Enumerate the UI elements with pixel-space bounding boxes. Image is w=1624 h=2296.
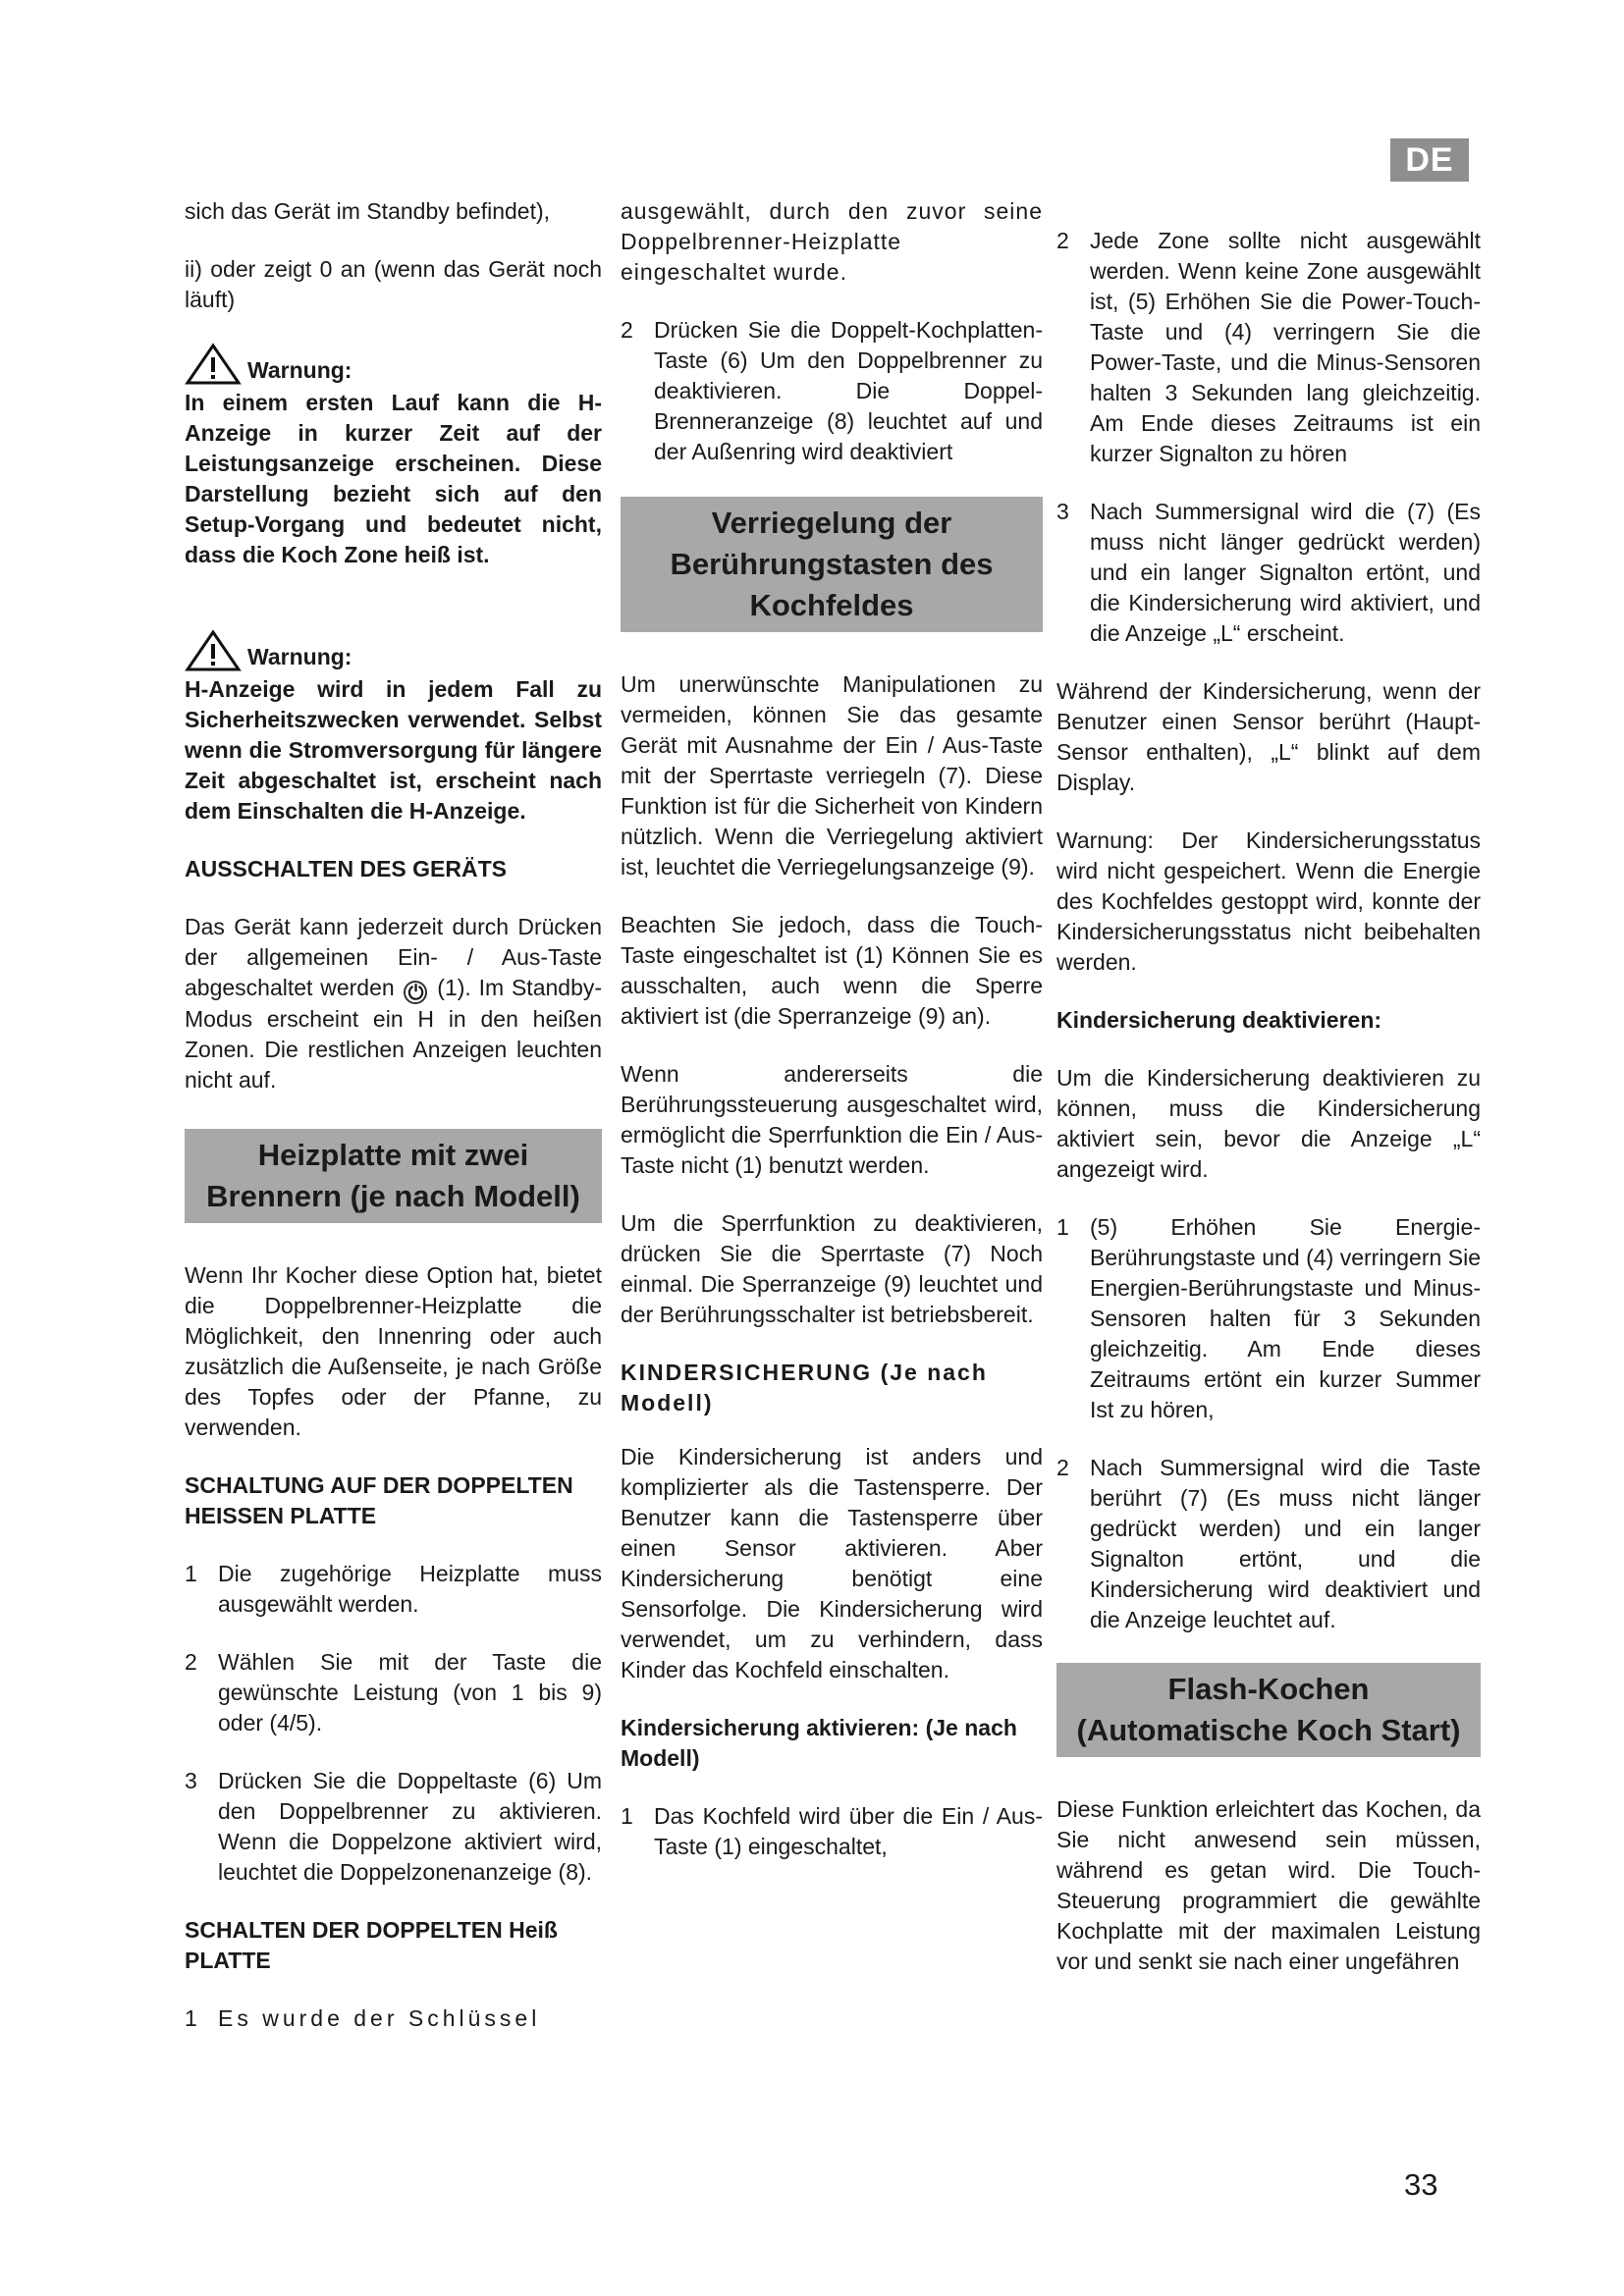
column-1	[185, 196, 602, 2061]
step-number: 1	[185, 1561, 197, 1586]
list-item	[1056, 1453, 1481, 1635]
heading-dual-on: SCHALTUNG AUF DER DOPPELTEN HEISSEN PLATTE	[185, 1472, 573, 1528]
paragraph: Um unerwünschte Manipulationen zu vermeiden, können Sie das gesamte Gerät mit Ausnahme der Ein / Aus-Taste mit der Sperrtaste verriegeln (7). Diese Funktion ist für die Sicherheit von Kindern nützlich. Wenn die Verriegelung aktiviert ist, leuchtet die Verriegelungsanzeige (9).	[621, 671, 1043, 880]
paragraph: Beachten Sie jedoch, dass die Touch-Taste eingeschaltet ist (1) Können Sie es ausschalten, auch wenn die Sperre aktiviert ist (die Sperranzeige (9) an).	[621, 912, 1043, 1029]
heading-dual-off: SCHALTEN DER DOPPELTEN Heiß PLATTE	[185, 1917, 558, 1973]
page-number: 33	[1404, 2167, 1438, 2202]
step-number: 2	[1056, 228, 1069, 253]
power-icon: ⏻	[404, 981, 427, 1004]
heading-child-lock-on: Kindersicherung aktivieren: (Je nach Modell)	[621, 1715, 1017, 1771]
step-number: 3	[185, 1768, 197, 1793]
step-text: Es wurde der Schlüssel	[218, 2005, 541, 2031]
heading-switch-off-device: AUSSCHALTEN DES GERÄTS	[185, 856, 507, 881]
paragraph: Die Kindersicherung ist anders und komplizierter als die Tastensperre. Der Benutzer kann die Tastensperre über einen Sensor aktivieren. Aber Kindersicherung benötigt eine Sensorfolge. Die Kindersicherung wird verwendet, um zu verhindern, dass Kinder das Kochfeld einschalten.	[621, 1444, 1043, 1682]
warning-label: Warnung:	[247, 357, 352, 383]
paragraph: Diese Funktion erleichtert das Kochen, da Sie nicht anwesend sein müssen, während es getan wird. Die Touch-Steuerung programmiert die gewählte Kochplatte mit der maximalen Leistung vor und senkt sie nach einer ungefähren	[1056, 1796, 1481, 1974]
step-number: 1	[1056, 1214, 1069, 1240]
heading-child-lock: KINDERSICHERUNG (Je nach Modell)	[621, 1360, 988, 1415]
warning-label: Warnung:	[247, 644, 352, 669]
paragraph: Während der Kindersicherung, wenn der Benutzer einen Sensor berührt (Haupt-Sensor enthalten), „L“ blinkt auf dem Display.	[1056, 678, 1481, 795]
list-item	[185, 2003, 602, 2034]
step-text: Jede Zone sollte nicht ausgewählt werden. Wenn keine Zone ausgewählt ist, (5) Erhöhen Sie die Power-Touch-Taste und (4) verringern Sie die Power-Taste, und die Minus-Sensoren halten 3 Sekunden lang gleichzeitig. Am Ende dieses Zeitraums ist ein kurzer Signalton zu hören	[1090, 228, 1481, 466]
step-text: Das Kochfeld wird über die Ein / Aus-Taste (1) eingeschaltet,	[654, 1803, 1043, 1859]
warning-header	[185, 343, 602, 386]
list-item	[1056, 226, 1481, 469]
step-number: 2	[621, 317, 633, 343]
warning-triangle-icon	[185, 343, 242, 386]
step-text: Drücken Sie die Doppelt-Kochplatten-Taste (6) Um den Doppelbrenner zu deaktivieren. Die Doppel-Brenneranzeige (8) leuchtet auf und der Außenring wird deaktiviert	[654, 317, 1043, 464]
step-text: Wählen Sie mit der Taste die gewünschte Leistung (von 1 bis 9) oder (4/5).	[218, 1649, 602, 1735]
step-text: Nach Summersignal wird die (7) (Es muss nicht länger gedrückt werden) und ein langer Signalton ertönt, und die Kindersicherung wird aktiviert, und die Anzeige „L“ erscheint.	[1090, 499, 1481, 646]
paragraph: Um die Kindersicherung deaktivieren zu können, muss die Kindersicherung aktiviert sein, bevor die Anzeige „L“ angezeigt wird.	[1056, 1065, 1481, 1182]
list-item	[185, 1647, 602, 1738]
paragraph: ausgewählt, durch den zuvor seine Doppelbrenner-Heizplatte eingeschaltet wurde.	[621, 198, 1043, 285]
step-number: 3	[1056, 499, 1069, 524]
step-text: Die zugehörige Heizplatte muss ausgewählt werden.	[218, 1561, 602, 1617]
section-title-flash-cooking: Flash-Kochen (Automatische Koch Start)	[1056, 1663, 1481, 1757]
text-part: Das Gerät kann jederzeit durch Drücken der allgemeinen Ein- / Aus-Taste abgeschaltet werden	[185, 914, 602, 1000]
list-item	[1056, 497, 1481, 649]
text-part: . Im Standby-Modus erscheint ein H in den heißen Zonen. Die restlichen Anzeigen leuchten nicht auf.	[185, 975, 603, 1093]
paragraph	[185, 912, 602, 1095]
list-item	[621, 1801, 1043, 1862]
step-text: Drücken Sie die Doppeltaste (6) Um den Doppelbrenner zu aktivieren. Wenn die Doppelzone aktiviert wird, leuchtet die Doppelzonenanzeige (8).	[218, 1768, 602, 1885]
step-number: 2	[1056, 1455, 1069, 1480]
paragraph: Wenn andererseits die Berührungssteuerung ausgeschaltet wird, ermöglicht die Sperrfunktion die Ein / Aus-Taste nicht (1) benutzt werden.	[621, 1061, 1043, 1178]
warning-triangle-icon	[185, 629, 242, 672]
section-title-dual-burner: Heizplatte mit zwei Brennern (je nach Modell)	[185, 1129, 602, 1223]
paragraph: Um die Sperrfunktion zu deaktivieren, drücken Sie die Sperrtaste (7) Noch einmal. Die Sperranzeige (9) leuchtet und der Berührungsschalter ist betriebsbereit.	[621, 1210, 1043, 1327]
language-badge: DE	[1390, 138, 1469, 182]
heading-child-lock-off: Kindersicherung deaktivieren:	[1056, 1007, 1382, 1033]
paragraph: sich das Gerät im Standby befindet),	[185, 198, 551, 224]
column-3	[1056, 226, 1481, 2004]
column-2	[621, 196, 1043, 1890]
step-number: 1	[621, 1803, 633, 1829]
warning-text: H-Anzeige wird in jedem Fall zu Sicherheitszwecken verwendet. Selbst wenn die Stromversorgung für längere Zeit abgeschaltet ist, erscheint nach dem Einschalten die H-Anzeige.	[185, 676, 602, 824]
paragraph: Wenn Ihr Kocher diese Option hat, bietet die Doppelbrenner-Heizplatte die Möglichkeit, den Innenring oder auch zusätzlich die Außenseite, je nach Größe des Topfes oder der Pfanne, zu verwenden.	[185, 1262, 602, 1440]
paragraph: ii) oder zeigt 0 an (wenn das Gerät noch läuft)	[185, 256, 602, 312]
step-number: 2	[185, 1649, 197, 1675]
text-part: (1)	[437, 975, 465, 1000]
step-text: Nach Summersignal wird die Taste berührt (7) (Es muss nicht länger gedrückt werden) und ein langer Signalton ertönt, und die Kindersicherung wird deaktiviert und die Anzeige leuchtet auf.	[1090, 1455, 1481, 1632]
step-number: 1	[185, 2005, 201, 2031]
list-item	[185, 1559, 602, 1620]
warning-header	[185, 629, 602, 672]
list-item	[621, 315, 1043, 467]
list-item	[1056, 1212, 1481, 1425]
list-item	[185, 1766, 602, 1888]
warning-text: In einem ersten Lauf kann die H-Anzeige in kurzer Zeit auf der Leistungsanzeige erscheinen. Diese Darstellung bezieht sich auf den Setup-Vorgang und bedeutet nicht, dass die Koch Zone heiß ist.	[185, 390, 602, 567]
section-title-key-lock: Verriegelung der Berührungstasten des Kochfeldes	[621, 497, 1043, 632]
step-text: (5) Erhöhen Sie Energie-Berührungstaste und (4) verringern Sie Energien-Berührungstaste und Minus-Sensoren halten für 3 Sekunden gleichzeitig. Am Ende dieses Zeitraums ertönt ein kurzer Summer Ist zu hören,	[1090, 1214, 1481, 1422]
paragraph: Warnung: Der Kindersicherungsstatus wird nicht gespeichert. Wenn die Energie des Kochfeldes gestoppt wird, konnte der Kindersicherungsstatus nicht beibehalten werden.	[1056, 828, 1481, 975]
